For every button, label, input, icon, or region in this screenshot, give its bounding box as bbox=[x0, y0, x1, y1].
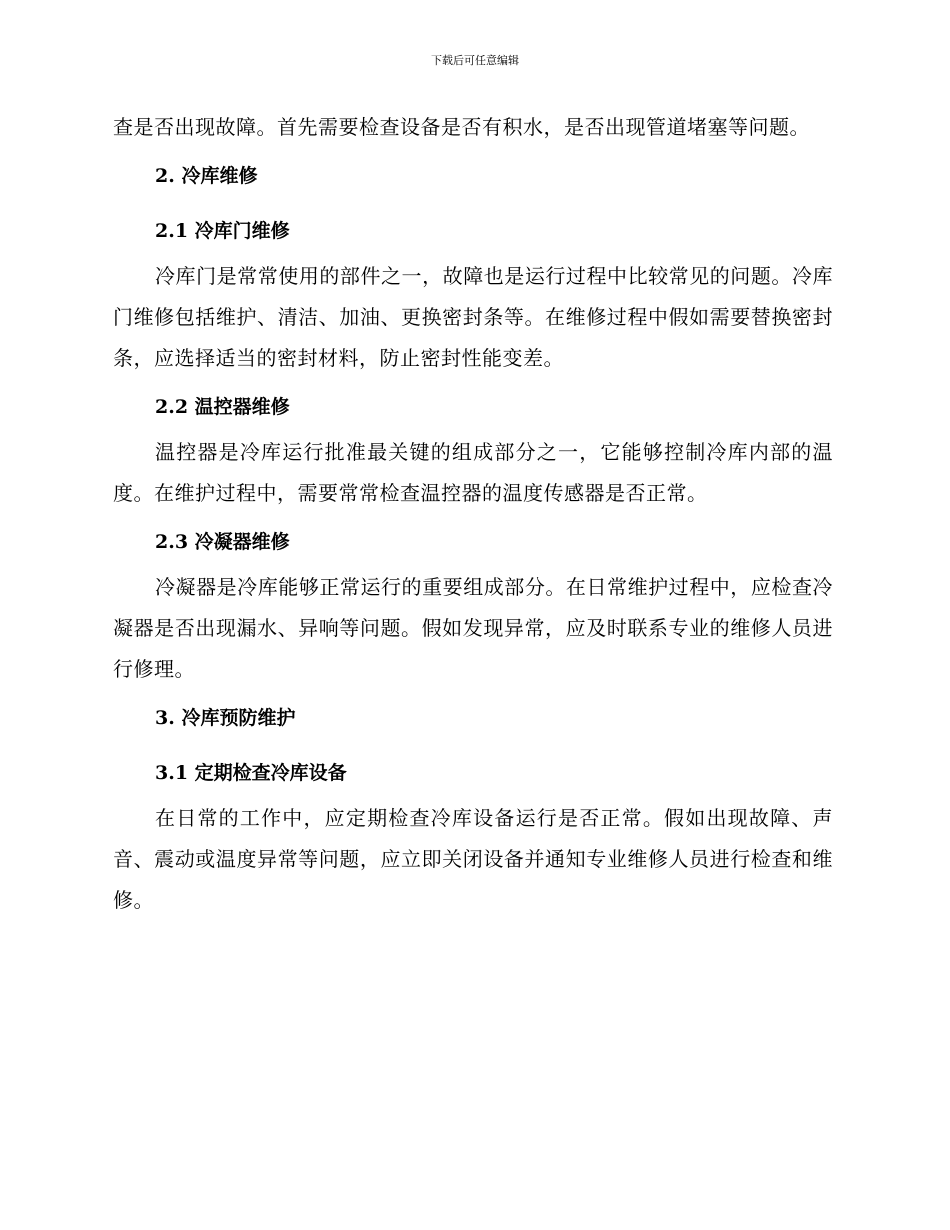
spacer bbox=[113, 188, 833, 219]
paragraph-continued: 查是否出现故障。首先需要检查设备是否有积水，是否出现管道堵塞等问题。 bbox=[113, 115, 810, 139]
spacer bbox=[113, 419, 833, 432]
header-note: 下载后可任意编辑 bbox=[431, 54, 519, 67]
subsection-heading-3-1: 3.1 定期检查冷库设备 bbox=[155, 762, 347, 784]
section-heading-2: 2. 冷库维修 bbox=[155, 165, 258, 187]
spacer bbox=[113, 690, 833, 706]
subsection-heading-2-2: 2.2 温控器维修 bbox=[155, 396, 290, 418]
spacer bbox=[113, 379, 833, 395]
section-heading-3: 3. 冷库预防维护 bbox=[155, 707, 296, 729]
subsection-heading-2-3: 2.3 冷凝器维修 bbox=[155, 531, 290, 553]
spacer bbox=[113, 785, 833, 798]
document-body bbox=[113, 107, 833, 921]
spacer bbox=[113, 730, 833, 761]
paragraph-door-maintenance: 冷库门是常常使用的部件之一，故障也是运行过程中比较常见的问题。冷库门维修包括维护、清洁、加油、更换密封条等。在维修过程中假如需要替换密封条，应选择适当的密封材料，防止密封性能变差。 bbox=[113, 264, 833, 370]
spacer bbox=[113, 243, 833, 256]
paragraph-thermostat-maintenance: 温控器是冷库运行批准最关键的组成部分之一，它能够控制冷库内部的温度。在维护过程中，需要常常检查温控器的温度传感器是否正常。 bbox=[113, 440, 833, 505]
subsection-heading-2-1: 2.1 冷库门维修 bbox=[155, 220, 290, 242]
spacer bbox=[113, 148, 833, 164]
spacer bbox=[113, 514, 833, 530]
paragraph-regular-inspection: 在日常的工作中，应定期检查冷库设备运行是否正常。假如出现故障、声音、震动或温度异常等问题，应立即关闭设备并通知专业维修人员进行检查和维修。 bbox=[113, 806, 833, 912]
spacer bbox=[113, 554, 833, 567]
paragraph-condenser-maintenance: 冷凝器是冷库能够正常运行的重要组成部分。在日常维护过程中，应检查冷凝器是否出现漏水、异响等问题。假如发现异常，应及时联系专业的维修人员进行修理。 bbox=[113, 575, 833, 681]
